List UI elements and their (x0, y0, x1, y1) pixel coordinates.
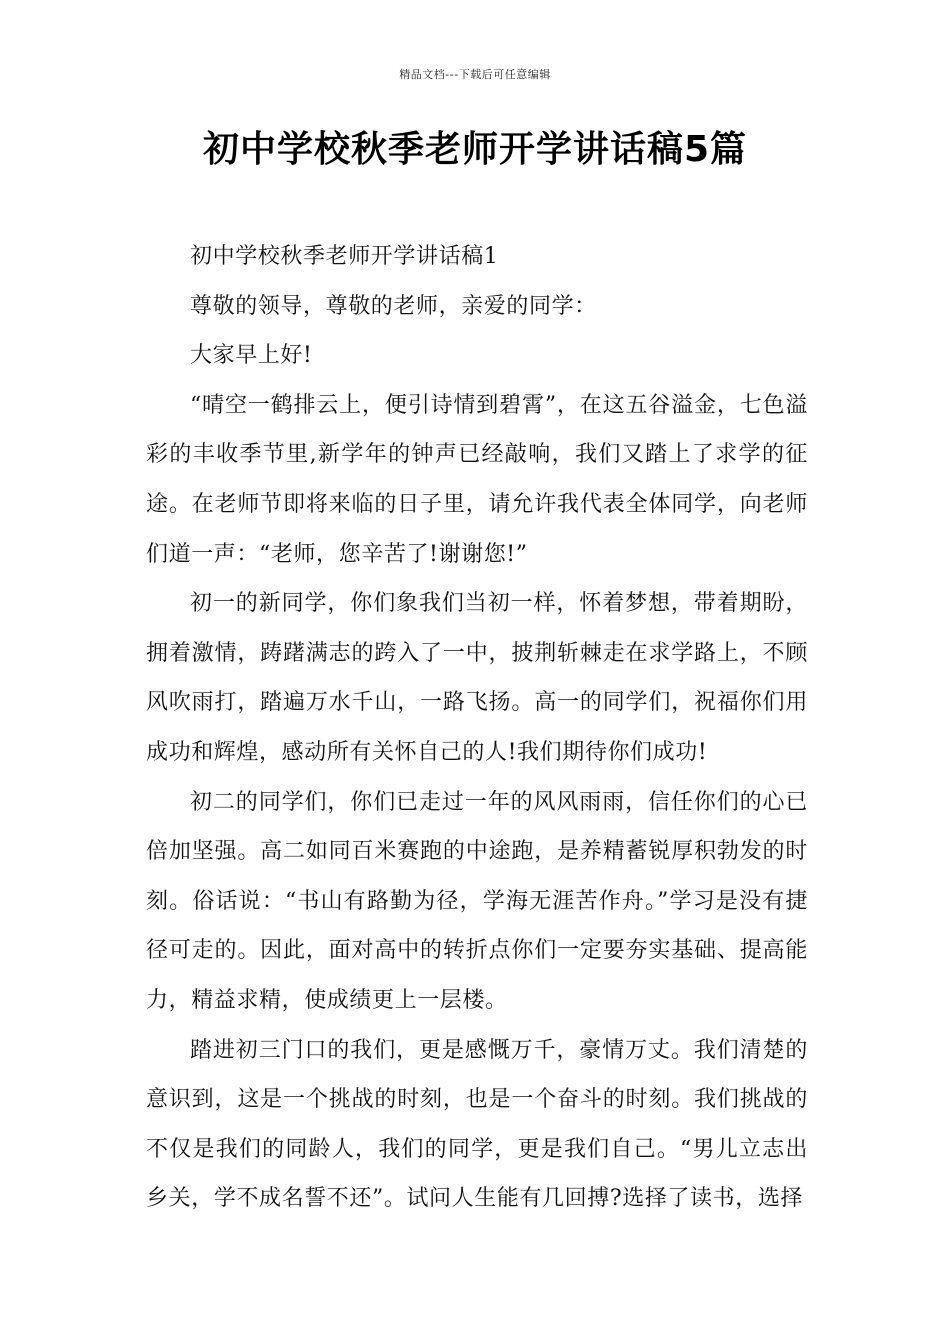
paragraph-heading: 初中学校秋季老师开学讲话稿1 (190, 244, 499, 269)
paragraph: 初二的同学们，你们已走过一年的风风雨雨，信任你们的心已倍加坚强。高二如同百米赛跑的中途跑，是养精蓄锐厚积勃发的时刻。俗话说：“书山有路勤为径，学海无涯苦作舟。”学习是没有捷径可走的。因此，面对高中的转折点你们一定要夯实基础、提高能力，精益求精，使成绩更上一层楼。 (146, 789, 808, 1013)
paragraph-salutation: 尊敬的领导，尊敬的老师，亲爱的同学： (190, 293, 597, 319)
document-title: 初中学校秋季老师开学讲话稿5篇 (202, 129, 748, 170)
paragraph: 初一的新同学，你们象我们当初一样，怀着梦想，带着期盼，拥着激情，踌躇满志的跨入了一中，披荆斩棘走在求学路上，不顾风吹雨打，踏遍万水千山，一路飞扬。高一的同学们，祝福你们用成功和辉煌，感动所有关怀自己的人!我们期待你们成功! (146, 591, 808, 765)
paragraph: 踏进初三门口的我们，更是感慨万千，豪情万丈。我们清楚的意识到，这是一个挑战的时刻，也是一个奋斗的时刻。我们挑战的不仅是我们的同龄人，我们的同学，更是我们自己。“男儿立志出乡关，学不成名誓不还”。试问人生能有几回搏?选择了读书，选择 (146, 1037, 808, 1212)
paragraph-greeting: 大家早上好! (190, 343, 313, 369)
document-body (146, 232, 808, 1224)
page-header-note: 精品文档---下载后可任意编辑 (399, 68, 551, 81)
paragraph: “晴空一鹤排云上，便引诗情到碧霄”，在这五谷溢金，七色溢彩的丰收季节里,新学年的钟声已经敲响，我们又踏上了求学的征途。在老师节即将来临的日子里，请允许我代表全体同学，向老师们道一声：“老师，您辛苦了!谢谢您!” (146, 392, 808, 567)
